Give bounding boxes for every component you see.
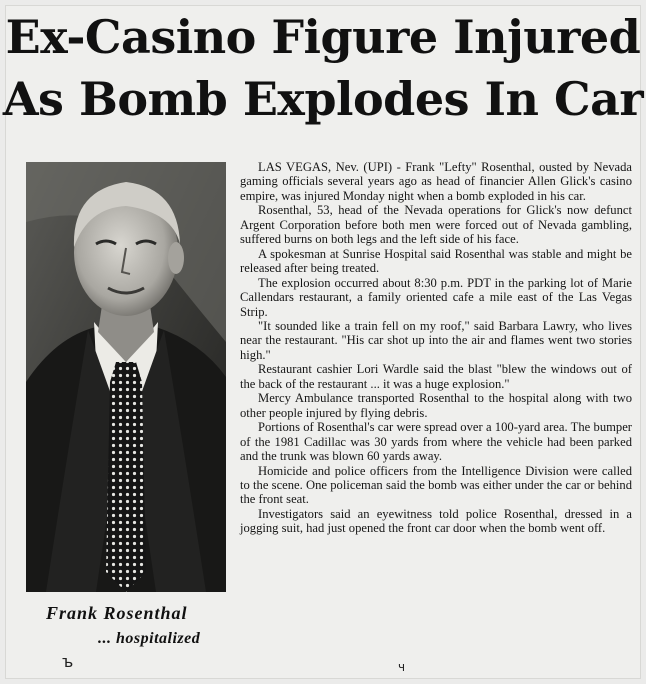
article-paragraph: Mercy Ambulance transported Rosenthal to the hospital along with two other people injured by flying debris. xyxy=(240,391,632,420)
portrait-illustration xyxy=(26,162,226,592)
headline-line-1: Ex-Casino Figure Injured xyxy=(5,10,641,64)
article-paragraph: Rosenthal, 53, head of the Nevada operations for Glick's now defunct Argent Corporation before both men were forced out of Nevada gambling, suffered burns on both legs and the left side of his face. xyxy=(240,203,632,247)
photo-caption-subtitle: ... hospitalized xyxy=(98,630,201,647)
portrait-photo xyxy=(26,162,226,592)
article-paragraph: Homicide and police officers from the Intelligence Division were called to the scene. One policeman said the bomb was either under the car or behind the front seat. xyxy=(240,463,632,507)
article-paragraph: Portions of Rosenthal's car were spread over a 100-yard area. The bumper of the 1981 Cadillac was 30 yards from where the vehicle had been parked and the trunk was blown 60 yards away. xyxy=(240,420,632,464)
article-paragraph: LAS VEGAS, Nev. (UPI) - Frank "Lefty" Rosenthal, ousted by Nevada gaming officials several years ago as head of financier Allen Glick's casino empire, was injured Monday night when a bomb exploded in his car. xyxy=(240,160,632,203)
handwritten-mark: ъ xyxy=(62,652,74,671)
article-paragraph: Restaurant cashier Lori Wardle said the blast "blew the windows out of the back of the restaurant ... it was a huge explosion." xyxy=(240,362,632,391)
handwritten-mark: ч xyxy=(398,660,406,674)
article-body xyxy=(240,160,632,536)
headline-line-2: As Bomb Explodes In Car xyxy=(2,72,644,126)
article-paragraph: The explosion occurred about 8:30 p.m. PDT in the parking lot of Marie Callendars restaurant, a family oriented cafe a mile east of the Las Vegas Strip. xyxy=(240,275,632,319)
photo-caption-name: Frank Rosenthal xyxy=(46,603,188,623)
article-paragraph: A spokesman at Sunrise Hospital said Rosenthal was stable and might be released after being treated. xyxy=(240,246,632,276)
article-paragraph: "It sounded like a train fell on my roof," said Barbara Lawry, who lives near the restaurant. "His car shot up into the air and flames went two stories high." xyxy=(240,318,632,362)
article-paragraph: Investigators said an eyewitness told police Rosenthal, dressed in a jogging suit, had just opened the front car door when the bomb went off. xyxy=(240,506,632,536)
